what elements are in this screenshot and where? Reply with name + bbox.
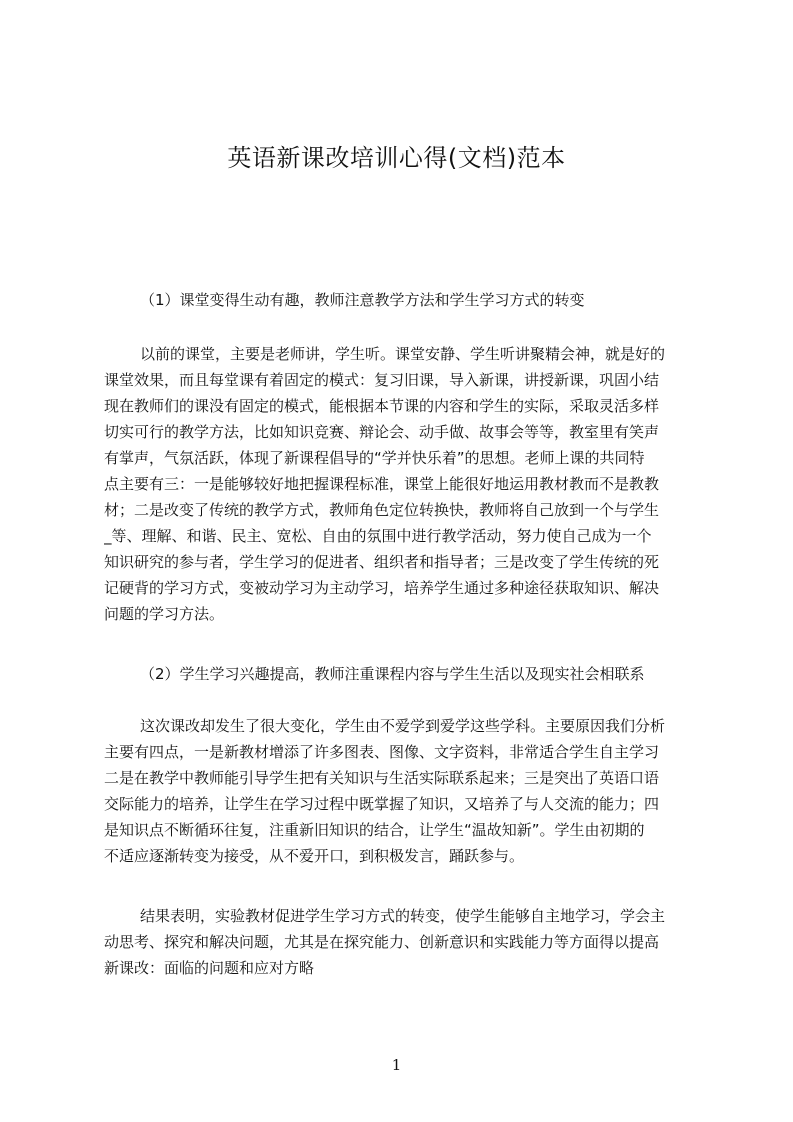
paragraph-line: 这次课改却发生了很大变化，学生由不爱学到爱学这些学科。主要原因我们分析 bbox=[140, 717, 666, 735]
paragraph-line: 问题的学习方法。 bbox=[104, 605, 225, 623]
paragraph-line: 是知识点不断循环往复，注重新旧知识的结合，让学生“温故知新”。学生由初期的 bbox=[104, 821, 645, 839]
paragraph-line: 切实可行的教学方法，比如知识竞赛、辩论会、动手做、故事会等等，教室里有笑声 bbox=[104, 423, 660, 441]
section-2-heading: （2）学生学习兴趣提高，教师注重课程内容与学生生活以及现实社会相联系 bbox=[140, 665, 645, 683]
paragraph-line: 点主要有三：一是能够较好地把握课程标准，课堂上能很好地运用教材教而不是教教 bbox=[104, 475, 660, 493]
paragraph-line: 记硬背的学习方式，变被动学习为主动学习，培养学生通过多种途径获取知识、解决 bbox=[104, 579, 660, 597]
paragraph-line: 结果表明，实验教材促进学生学习方式的转变，使学生能够自主地学习，学会主 bbox=[140, 907, 666, 925]
paragraph-line: 以前的课堂，主要是老师讲，学生听。课堂安静、学生听讲聚精会神，就是好的 bbox=[140, 345, 666, 363]
paragraph-line: 课堂效果，而且每堂课有着固定的模式：复习旧课，导入新课，讲授新课，巩固小结 bbox=[104, 371, 660, 389]
paragraph-line: 二是在教学中教师能引导学生把有关知识与生活实际联系起来；三是突出了英语口语 bbox=[104, 769, 660, 787]
paragraph-line: 现在教师们的课没有固定的模式，能根据本节课的内容和学生的实际，采取灵活多样 bbox=[104, 397, 660, 415]
paragraph-line: 动思考、探究和解决问题，尤其是在探究能力、创新意识和实践能力等方面得以提高 bbox=[104, 933, 660, 951]
paragraph-line: 有掌声，气氛活跃，体现了新课程倡导的“学并快乐着”的思想。老师上课的共同特 bbox=[104, 449, 645, 467]
paragraph-line: 交际能力的培养，让学生在学习过程中既掌握了知识，又培养了与人交流的能力；四 bbox=[104, 795, 660, 813]
paragraph-line: 知识研究的参与者，学生学习的促进者、组织者和指导者；三是改变了学生传统的死 bbox=[104, 553, 660, 571]
page-number: 1 bbox=[391, 1056, 402, 1074]
section-1-heading: （1）课堂变得生动有趣，教师注意教学方法和学生学习方式的转变 bbox=[140, 291, 585, 309]
conclusion-paragraph bbox=[104, 903, 700, 981]
paragraph-line: 新课改：面临的问题和应对方略 bbox=[104, 959, 315, 977]
paragraph-line: _等、理解、和谐、民主、宽松、自由的氛围中进行教学活动，努力使自己成为一个 bbox=[104, 527, 652, 545]
section-2-paragraph bbox=[104, 713, 700, 869]
section-1-paragraph bbox=[104, 341, 700, 627]
paragraph-line: 不适应逐渐转变为接受，从不爱开口，到积极发言，踊跃参与。 bbox=[104, 847, 525, 865]
paragraph-line: 主要有四点，一是新教材增添了许多图表、图像、文字资料，非常适合学生自主学习 bbox=[104, 743, 660, 761]
document-title: 英语新课改培训心得(文档)范本 bbox=[227, 144, 566, 172]
paragraph-line: 材；二是改变了传统的教学方式，教师角色定位转换快，教师将自己放到一个与学生 bbox=[104, 501, 660, 519]
